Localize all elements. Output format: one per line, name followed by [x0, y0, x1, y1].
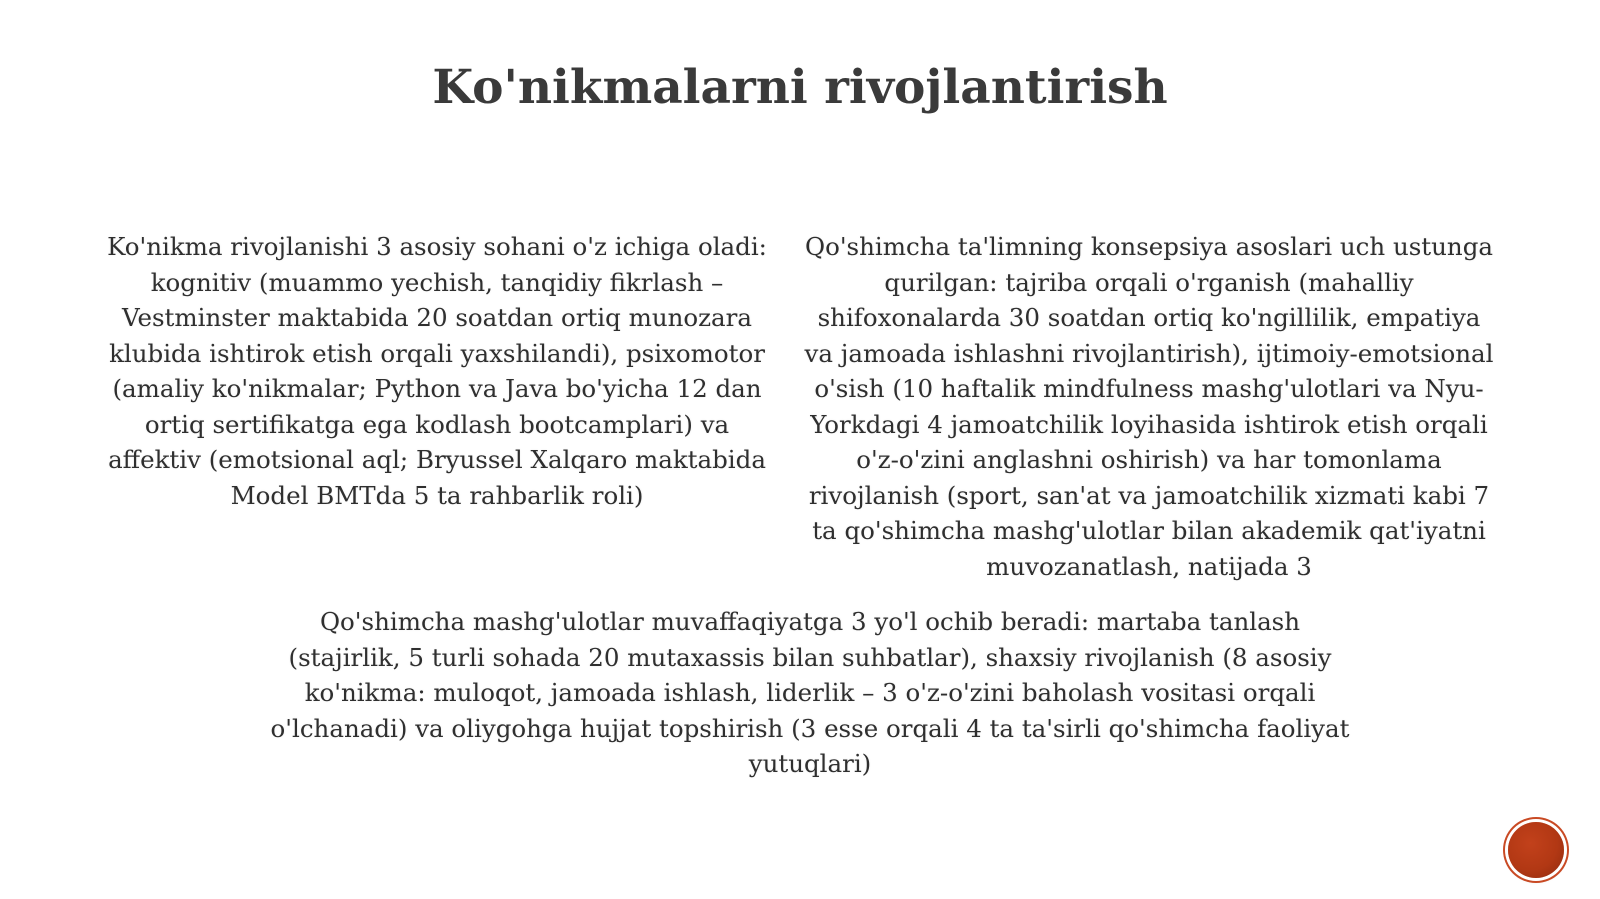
- left-text-block: Ko'nikma rivojlanishi 3 asosiy sohani o'z ichiga oladi: kognitiv (muammo yechish, tanqidiy fikrlash – Vestminster maktabida 20 soatdan ortiq munozara klubida ishtirok etish orqali yaxshilandi), psixomotor (amaliy ko'nikmalar; Python va Java bo'yicha 12 dan ortiq sertifikatga ega kodlash bootcamplari) va affektiv (emotsional aql; Bryussel Xalqaro maktabida Model BMTda 5 ta rahbarlik roli): [107, 232, 767, 510]
- right-text-block: Qo'shimcha ta'limning konsepsiya asoslari uch ustunga qurilgan: tajriba orqali o'rganish (mahalliy shifoxonalarda 30 soatdan ortiq ko'ngillilik, empatiya va jamoada ishlashni rivojlantirish), ijtimoiy-emotsional o'sish (10 haftalik mindfulness mashg'ulotlari va Nyu-Yorkdagi 4 jamoatchilik loyihasida ishtirok etish orqali o'z-o'zini anglashni oshirish) va har tomonlama rivojlanish (sport, san'at va jamoatchilik xizmati kabi 7 ta qo'shimcha mashg'ulotlar bilan akademik qat'iyatni muvozanatlash, natijada 3: [804, 232, 1494, 581]
- slide-title: Ko'nikmalarni rivojlantirish: [432, 60, 1168, 115]
- bottom-text-block: Qo'shimcha mashg'ulotlar muvaffaqiyatga 3 yo'l ochib beradi: martaba tanlash (stajirlik, 5 turli sohada 20 mutaxassis bilan suhbatlar), shaxsiy rivojlanish (8 asosiy ko'nikma: muloqot, jamoada ishlash, liderlik – 3 o'z-o'zini baholash vositasi orqali o'lchanadi) va oliygohga hujjat topshirish (3 esse orqali 4 ta ta'sirli qo'shimcha faoliyat yutuqlari): [270, 607, 1350, 778]
- slide-nav-button[interactable]: [1508, 822, 1564, 878]
